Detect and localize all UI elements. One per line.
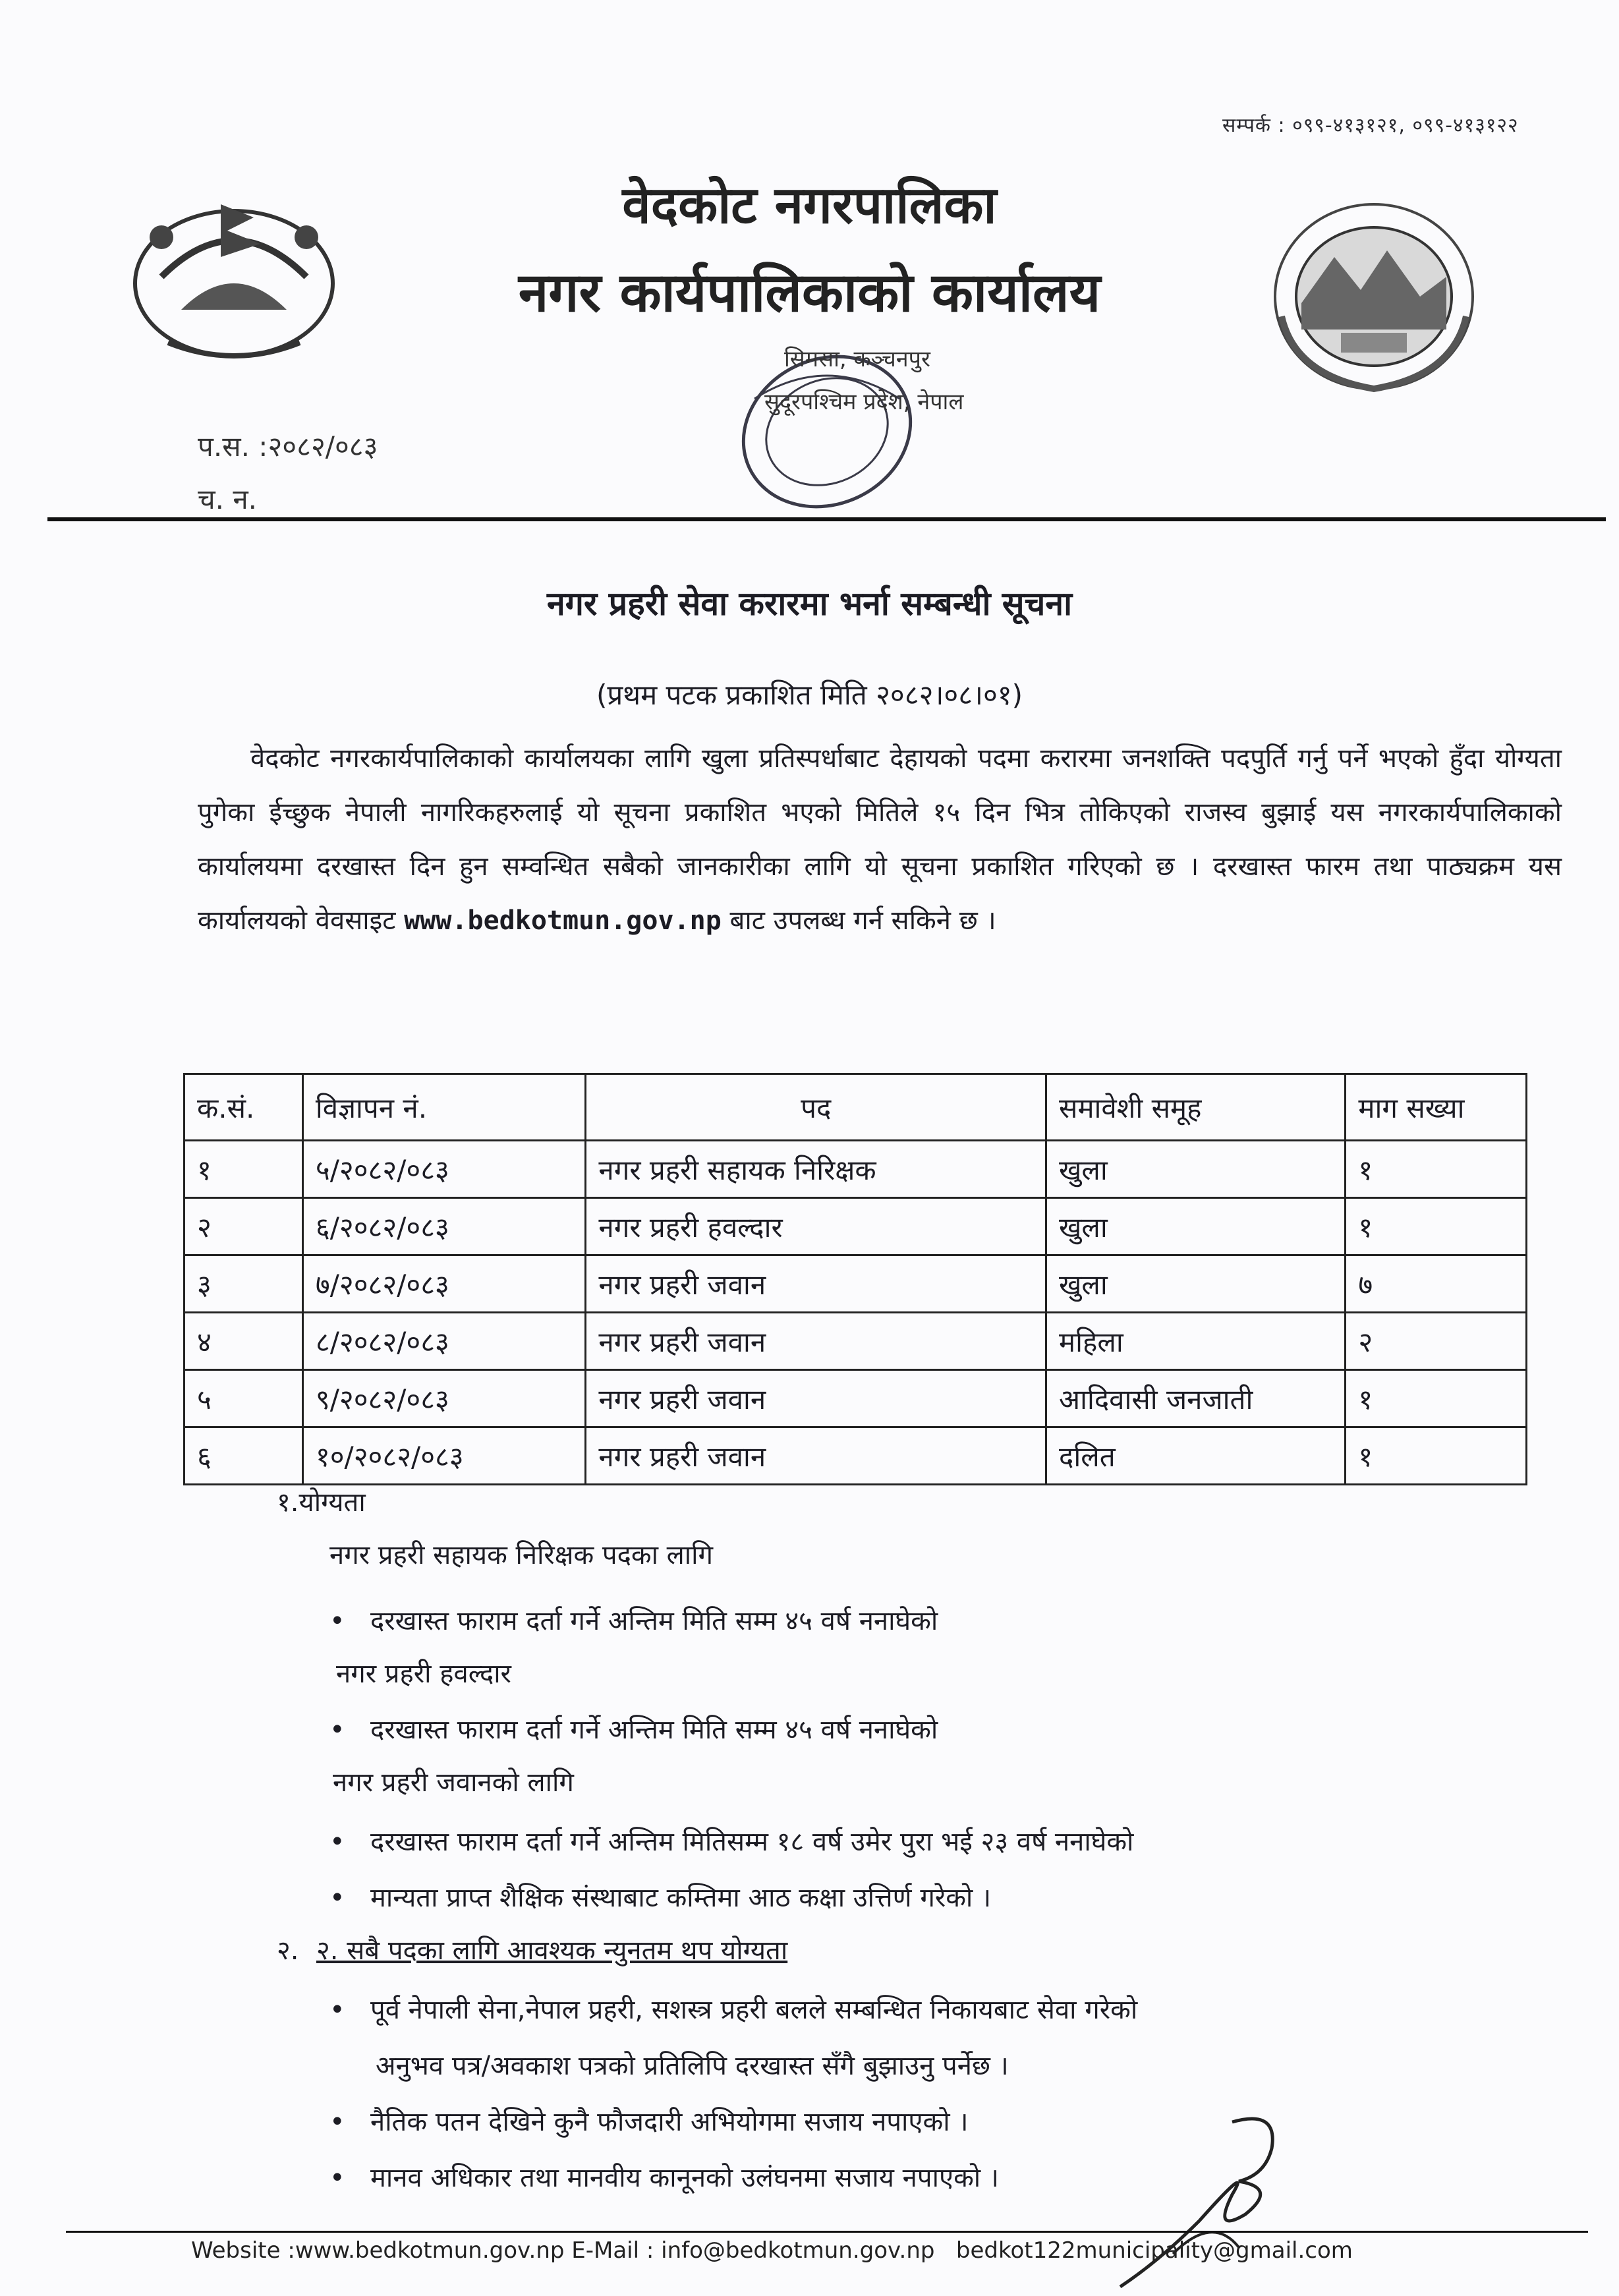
col-header-post: पद — [586, 1074, 1046, 1141]
cell-sn: २ — [185, 1198, 303, 1255]
table-row — [185, 1313, 1527, 1370]
cell-sn: ५ — [185, 1370, 303, 1427]
cell-ad-no: ८/२०८२/०८३ — [302, 1313, 586, 1370]
cell-ad-no: १०/२०८२/०८३ — [302, 1427, 586, 1485]
office-name: नगर कार्यपालिकाको कार्यालय — [518, 262, 1101, 324]
municipality-name: वेदकोट नगरपालिका — [622, 176, 997, 235]
table-row — [185, 1255, 1527, 1313]
group-title-inspector: नगर प्रहरी सहायक निरिक्षक पदका लागि — [329, 1540, 714, 1570]
cell-quota: १ — [1346, 1370, 1527, 1427]
notice-body — [198, 732, 1562, 948]
bullet-jawan-age: • दरखास्त फाराम दर्ता गर्ने अन्तिम मितिसम्म १८ वर्ष उमेर पुरा भई २३ वर्ष ननाघेको — [329, 1822, 1133, 1858]
positions-table — [183, 1073, 1527, 1485]
cell-group: खुला — [1046, 1255, 1346, 1313]
bullet-jawan-education: • मान्यता प्राप्त शैक्षिक संस्थाबाट कम्तिमा आठ कक्षा उत्तिर्ण गरेको । — [329, 1878, 991, 1914]
bullet-inspector-age: • दरखास्त फाराम दर्ता गर्ने अन्तिम मिति सम्म ४५ वर्ष ननाघेको — [329, 1601, 938, 1638]
cell-sn: ४ — [185, 1313, 303, 1370]
cell-sn: १ — [185, 1141, 303, 1198]
footer-website-label: Website : — [191, 2237, 295, 2264]
footer-email-link-2[interactable]: bedkot122municipality@gmail.com — [955, 2237, 1353, 2264]
cell-quota: १ — [1346, 1198, 1527, 1255]
header-divider — [47, 517, 1606, 521]
cell-ad-no: ९/२०८२/०८३ — [302, 1370, 586, 1427]
section-2-title: २. — [277, 1936, 299, 1966]
cell-quota: १ — [1346, 1141, 1527, 1198]
cell-post: नगर प्रहरी सहायक निरिक्षक — [586, 1141, 1046, 1198]
website-link[interactable]: www.bedkotmun.gov.np — [404, 905, 722, 936]
bullet-no-human-rights-violation: • मानव अधिकार तथा मानवीय कानूनको उलंघनमा सजाय नपाएको । — [329, 2158, 999, 2195]
cell-ad-no: ६/२०८२/०८३ — [302, 1198, 586, 1255]
signature-icon — [1081, 2096, 1324, 2293]
footer-email-link-1[interactable]: info@bedkotmun.gov.np — [661, 2237, 935, 2264]
cell-group: खुला — [1046, 1141, 1346, 1198]
col-header-ad-no: विज्ञापन नं. — [302, 1074, 586, 1141]
col-header-sn: क.सं. — [185, 1074, 303, 1141]
col-header-group: समावेशी समूह — [1046, 1074, 1346, 1141]
cell-post: नगर प्रहरी जवान — [586, 1313, 1046, 1370]
cell-post: नगर प्रहरी जवान — [586, 1427, 1046, 1485]
cell-ad-no: ७/२०८२/०८३ — [302, 1255, 586, 1313]
cell-quota: २ — [1346, 1313, 1527, 1370]
cell-ad-no: ५/२०८२/०८३ — [302, 1141, 586, 1198]
reference-number: प.स. :२०८२/०८३ — [198, 430, 378, 463]
col-header-quota: माग सख्या — [1346, 1074, 1527, 1141]
notice-body-text: वेदकोट नगरकार्यपालिकाको कार्यालयका लागि खुला प्रतिस्पर्धाबाट देहायको पदमा करारमा जनशक्ति पदपुर्ति गर्नु पर्ने भएको हुँदा योग्यता पुगेका ईच्छुक नेपाली नागरिकहरुलाई यो सूचना प्रकाशित भएको मितिले १५ दिन भित्र तोकिएको राजस्व बुझाई यस नगरकार्यपालिकाको कार्यालयमा दरखास्त दिन हुन सम्वन्धित सबैको जानकारीका लागि यो सूचना प्रकाशित गरिएको छ । दरखास्त फारम तथा पाठ्यक्रम यस कार्यालयको वेवसाइट — [198, 743, 1562, 936]
cell-sn: ६ — [185, 1427, 303, 1485]
group-title-havaldar: नगर प्रहरी हवल्दार — [336, 1659, 511, 1689]
address-line-2: सुदूरपश्चिम प्रदेश, नेपाल — [764, 389, 964, 415]
notice-heading: नगर प्रहरी सेवा करारमा भर्ना सम्बन्धी सूचना — [546, 585, 1073, 623]
bullet-no-criminal-record: • नैतिक पतन देखिने कुनै फौजदारी अभियोगमा सजाय नपाएको । — [329, 2102, 968, 2138]
address-line-1: सिमसा, कञ्चनपुर — [784, 346, 930, 372]
footer-website-link[interactable]: www.bedkotmun.gov.np — [295, 2237, 565, 2264]
table-header-row — [185, 1074, 1527, 1141]
bullet-service-experience: • पूर्व नेपाली सेना,नेपाल प्रहरी, सशस्त्र प्रहरी बलले सम्बन्धित निकायबाट सेवा गरेको — [329, 1990, 1137, 2026]
cell-post: नगर प्रहरी जवान — [586, 1370, 1046, 1427]
cell-quota: ७ — [1346, 1255, 1527, 1313]
footer-divider — [66, 2231, 1588, 2233]
table-row — [185, 1141, 1527, 1198]
cell-group: दलित — [1046, 1427, 1346, 1485]
cell-post: नगर प्रहरी हवल्दार — [586, 1198, 1046, 1255]
bullet-service-experience-cont: अनुभव पत्र/अवकाश पत्रको प्रतिलिपि दरखास्त सँगै बुझाउनु पर्नेछ । — [376, 2051, 1009, 2081]
cell-post: नगर प्रहरी जवान — [586, 1255, 1046, 1313]
municipality-logo-icon — [1255, 198, 1492, 395]
table-row — [185, 1427, 1527, 1485]
table-row — [185, 1198, 1527, 1255]
section-2-heading: २. सबै पदका लागि आवश्यक न्युनतम थप योग्यता — [316, 1936, 788, 1966]
cell-group: महिला — [1046, 1313, 1346, 1370]
notice-body-end: बाट उपलब्ध गर्न सकिने छ । — [729, 905, 996, 936]
footer — [191, 2237, 1353, 2264]
table-row — [185, 1370, 1527, 1427]
group-title-jawan: नगर प्रहरी जवानको लागि — [333, 1767, 574, 1798]
publish-date: (प्रथम पटक प्रकाशित मिति २०८२।०८।०१) — [596, 679, 1023, 711]
section-1-title: १.योग्यता — [277, 1487, 366, 1518]
cell-quota: १ — [1346, 1427, 1527, 1485]
chalan-number: च. न. — [198, 483, 258, 515]
cell-sn: ३ — [185, 1255, 303, 1313]
cell-group: खुला — [1046, 1198, 1346, 1255]
bullet-havaldar-age: • दरखास्त फाराम दर्ता गर्ने अन्तिम मिति सम्म ४५ वर्ष ननाघेको — [329, 1710, 938, 1746]
contact-numbers: सम्पर्क : ०९९-४१३१२१, ०९९-४१३१२२ — [1222, 114, 1519, 137]
footer-email-label: E-Mail : — [571, 2237, 654, 2264]
cell-group: आदिवासी जनजाती — [1046, 1370, 1346, 1427]
